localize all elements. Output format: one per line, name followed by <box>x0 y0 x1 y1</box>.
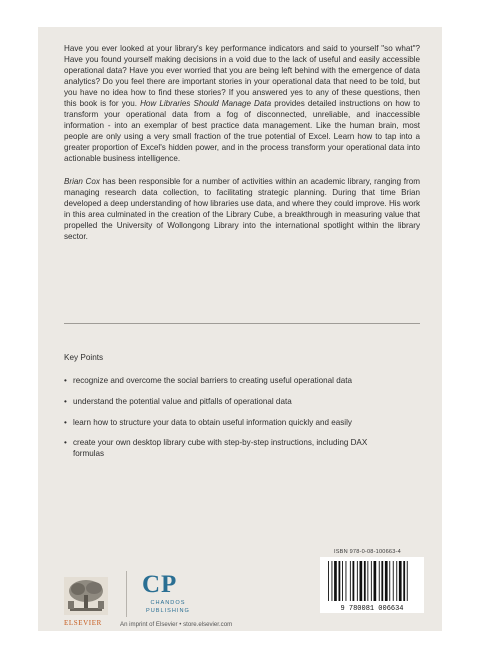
key-point-text: create your own desktop library cube with step-by-step instructions, including DAX formulas <box>73 438 368 459</box>
bullet-icon: • <box>64 376 67 385</box>
author-name: Brian Cox <box>64 176 100 186</box>
barcode <box>320 557 424 613</box>
key-points-heading: Key Points <box>64 353 104 362</box>
key-point-text: learn how to structure your data to obtain useful information quickly and easily <box>73 417 352 427</box>
blurb-text: Have you ever looked at your library's key performance indicators and said to yourself "so what"? Have you found yourself making decisions in a void due to the lack of useful and easily accessible operational data? Have you ever worried that you are being left behind with the emergence of data analytics? Do you feel there are important stories in your operational data that need to be told, but you have no idea how to find these stories? If you answered yes to any of these questions, then this book is for you. <box>64 44 420 109</box>
description-blurb <box>64 43 420 242</box>
section-divider <box>64 323 420 324</box>
key-points-list <box>64 376 394 470</box>
key-point-text: recognize and overcome the social barriers to creating useful operational data <box>73 376 352 385</box>
list-item <box>64 376 394 387</box>
elsevier-tree-logo-icon <box>64 577 108 615</box>
barcode-digits: 9 780081 006634 <box>340 605 404 613</box>
chandos-name-line-1: CHANDOS <box>150 600 186 606</box>
bullet-icon: • <box>64 438 67 448</box>
key-point-text: understand the potential value and pitfalls of operational data <box>73 396 292 406</box>
imprint-statement: An imprint of Elsevier • store.elsevier.com <box>120 621 233 628</box>
chandos-cp-logo: CP <box>142 571 178 598</box>
imprint-divider <box>126 571 127 617</box>
back-cover <box>38 27 442 631</box>
list-item <box>64 438 394 460</box>
bullet-icon: • <box>64 396 67 406</box>
book-title: How Libraries Should Manage Data <box>140 99 272 109</box>
bullet-icon: • <box>64 417 67 427</box>
elsevier-wordmark: ELSEVIER <box>64 619 102 627</box>
isbn-label: ISBN 978-0-08-100663-4 <box>334 549 401 555</box>
blurb-text-continued: provides detailed instructions on how to transform your operational data from a fog of disconnected, unreliable, and inaccessible information - into an exemplar of best practice data management. Like the human brain, most people are only using a very small fraction of the true potential of Excel. Learn how to tap into a greater proportion of Excel's hidden power, and in the process transform your operational data into actionable business intelligence. <box>64 99 421 164</box>
blurb-paragraph-1 <box>64 43 420 165</box>
list-item <box>64 418 394 429</box>
chandos-name-line-2: PUBLISHING <box>146 608 190 614</box>
blurb-paragraph-2 <box>64 176 420 242</box>
publisher-imprint <box>64 571 314 631</box>
chandos-publishing-name <box>146 599 190 615</box>
list-item <box>64 397 394 408</box>
author-bio: has been responsible for a number of activities within an academic library, ranging from managing research data collection, to facilitating strategic planning. During that time Brian developed a deep understanding of how libraries use data, and where they could improve. His work in this area culminated in the creation of the Library Cube, a breakthrough in measuring value that propelled the University of Wollongong Library into the international spotlight within the library sector. <box>64 176 420 241</box>
